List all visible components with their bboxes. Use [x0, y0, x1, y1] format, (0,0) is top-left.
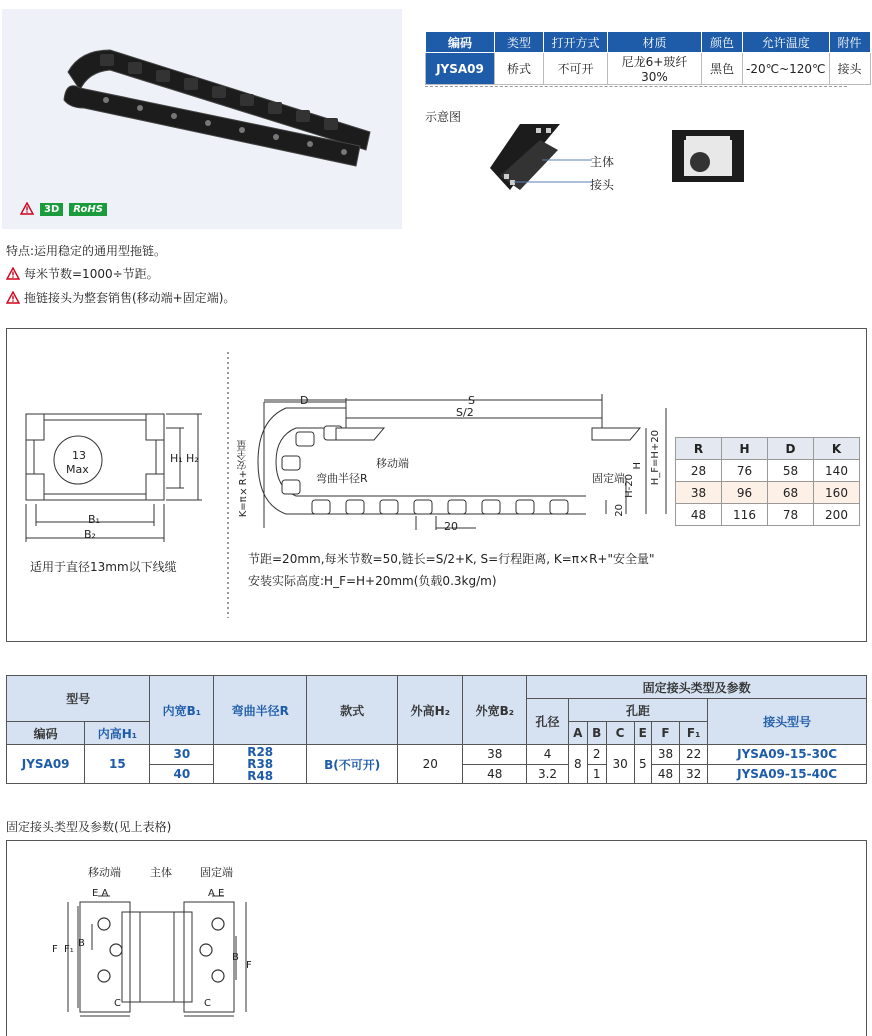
spec-cell: 接头 [829, 53, 870, 85]
table-row [676, 482, 860, 504]
table-row [676, 460, 860, 482]
label-joint: 接头 [590, 178, 615, 192]
note-text: 拖链接头为整套销售(移动端+固定端)。 [24, 291, 236, 305]
spec-cell: 黑色 [702, 53, 743, 85]
parameter-table [6, 675, 867, 784]
cell-a: 8 [568, 745, 587, 784]
joint-f1-left: F₁ [64, 944, 74, 955]
joint-ae-right: A E [208, 888, 225, 899]
h-label: H [632, 462, 643, 470]
formula-2: 安装实际高度:H_F=H+20mm(负载0.3kg/m) [248, 574, 497, 588]
note-text: 每米节数=1000÷节距。 [24, 267, 159, 281]
cell-outer-b: 38 [463, 745, 527, 765]
rohs-badge: RoHS [69, 203, 107, 216]
th-joint-model: 接头型号 [708, 699, 867, 745]
cell-hole: 4 [527, 745, 569, 765]
formula-1: 节距=20mm,每米节数=50,链长=S/2+K, S=行程距离, K=π×R+"安全量" [248, 552, 655, 566]
th-c: C [606, 722, 634, 745]
th-bend: 弯曲半径R [214, 676, 307, 745]
fixed-joint-title: 固定接头类型及参数(见上表格) [6, 820, 172, 834]
joint-ea-left: E A [92, 888, 109, 899]
cell-inner-b: 40 [150, 764, 214, 784]
spec-header: 允许温度 [743, 32, 830, 53]
th-outer-b: 外宽B₂ [463, 676, 527, 745]
cell-inner-b: 30 [150, 745, 214, 765]
spec-header: 打开方式 [544, 32, 608, 53]
bend-r28: R28 [247, 745, 274, 759]
cell-inner-h: 15 [85, 745, 150, 784]
rhdk-header: H [722, 438, 768, 460]
th-e: E [634, 722, 651, 745]
cell-f1: 22 [680, 745, 708, 765]
h1-label: H₁ [170, 452, 183, 465]
spec-cell: 不可开 [544, 53, 608, 85]
th-style: 款式 [307, 676, 398, 745]
spec-header: 材质 [608, 32, 702, 53]
spec-header: 附件 [829, 32, 870, 53]
bend-r38: R38 [247, 757, 274, 771]
joint-moving-label: 移动端 [88, 866, 121, 879]
note-row [6, 289, 235, 306]
warning-icon [20, 202, 34, 216]
h2-label: H₂ [186, 452, 199, 465]
joint-c-left: C [114, 998, 121, 1009]
joint-f-right: F [246, 960, 252, 971]
feature-note [6, 242, 166, 259]
spec-header: 编码 [426, 32, 495, 53]
th-model: 型号 [7, 676, 150, 722]
spec-header: 类型 [495, 32, 544, 53]
rhdk-cell: 78 [768, 504, 814, 526]
cell-outer-b: 48 [463, 764, 527, 784]
rhdk-table [675, 437, 860, 526]
rhdk-cell: 28 [676, 460, 722, 482]
cell-b: 2 [587, 745, 606, 765]
hf-label: H_F=H+20 [650, 430, 661, 486]
3d-badge: 3D [40, 203, 63, 216]
joint-b-right: B [232, 952, 239, 963]
th-a: A [568, 722, 587, 745]
cell-f: 48 [651, 764, 679, 784]
th-f1: F₁ [680, 722, 708, 745]
rhdk-cell: 200 [814, 504, 860, 526]
bend-r48: R48 [247, 769, 274, 783]
rhdk-cell: 116 [722, 504, 768, 526]
schematic-title: 示意图 [425, 110, 462, 124]
rhdk-header: D [768, 438, 814, 460]
divider [425, 86, 847, 87]
spec-cell: -20℃~120℃ [743, 53, 830, 85]
d-label: D [300, 394, 309, 407]
s-label: S [468, 394, 475, 407]
cell-hole: 3.2 [527, 764, 569, 784]
rhdk-cell: 48 [676, 504, 722, 526]
pitch-label: 20 [444, 520, 458, 533]
badge-row [20, 202, 107, 216]
cell-b: 1 [587, 764, 606, 784]
s2-label: S/2 [456, 406, 474, 419]
rhdk-cell: 140 [814, 460, 860, 482]
joint-b-left: B [78, 938, 85, 949]
rhdk-header: K [814, 438, 860, 460]
cell-joint: JYSA09-15-30C [708, 745, 867, 765]
max-value: 13 [72, 449, 86, 462]
schematic-image [480, 118, 780, 208]
th-b: B [587, 722, 606, 745]
th-f: F [651, 722, 679, 745]
spec-cell: 桥式 [495, 53, 544, 85]
spec-header: 颜色 [702, 32, 743, 53]
rhdk-cell: 68 [768, 482, 814, 504]
max-text: Max [66, 463, 89, 476]
warning-icon [6, 291, 20, 305]
table-row [676, 504, 860, 526]
joint-fixed-label: 固定端 [200, 866, 233, 879]
cell-outer-h: 20 [398, 745, 463, 784]
rhdk-cell: 38 [676, 482, 722, 504]
th-inner-h: 内高H₁ [85, 722, 150, 745]
th-inner-b: 内宽B₁ [150, 676, 214, 745]
label-body: 主体 [590, 155, 615, 169]
k-label: K=π×R+安全量 [238, 440, 249, 518]
rhdk-cell: 76 [722, 460, 768, 482]
cell-f1: 32 [680, 764, 708, 784]
b1-label: B₁ [88, 513, 100, 526]
th-outer-h: 外高H₂ [398, 676, 463, 745]
cell-joint: JYSA09-15-40C [708, 764, 867, 784]
th-code: 编码 [7, 722, 85, 745]
spec-cell: JYSA09 [426, 53, 495, 85]
bend-radius-label: 弯曲半径R [316, 472, 368, 485]
rhdk-header: R [676, 438, 722, 460]
cell-c: 30 [606, 745, 634, 784]
note-row [6, 265, 159, 282]
cell-bend [214, 745, 307, 784]
cell-f: 38 [651, 745, 679, 765]
rhdk-cell: 58 [768, 460, 814, 482]
rhdk-cell: 160 [814, 482, 860, 504]
cable-note: 适用于直径13mm以下线缆 [30, 560, 177, 574]
th-fixed: 固定接头类型及参数 [527, 676, 867, 699]
rhdk-cell: 96 [722, 482, 768, 504]
cable-chain-image [40, 28, 380, 168]
feature-text: 特点:运用稳定的通用型拖链。 [6, 244, 167, 258]
b2-label: B₂ [84, 528, 96, 541]
cell-code: JYSA09 [7, 745, 85, 784]
spec-table [425, 31, 871, 85]
th-hole-pitch: 孔距 [568, 699, 707, 722]
cell-e: 5 [634, 745, 651, 784]
cell-style: B(不可开) [307, 745, 398, 784]
th-hole-dia: 孔径 [527, 699, 569, 745]
joint-f-left: F [52, 944, 58, 955]
moving-end-label: 移动端 [376, 457, 409, 470]
spec-cell: 尼龙6+玻纤30% [608, 53, 702, 85]
joint-c-right: C [204, 998, 211, 1009]
h20-label: H-20 [624, 474, 635, 498]
joint-body-label: 主体 [150, 866, 172, 879]
fixed-end-label: 固定端 [592, 472, 625, 485]
table-row [7, 745, 867, 765]
twenty-label: 20 [614, 504, 625, 517]
warning-icon [6, 267, 20, 281]
